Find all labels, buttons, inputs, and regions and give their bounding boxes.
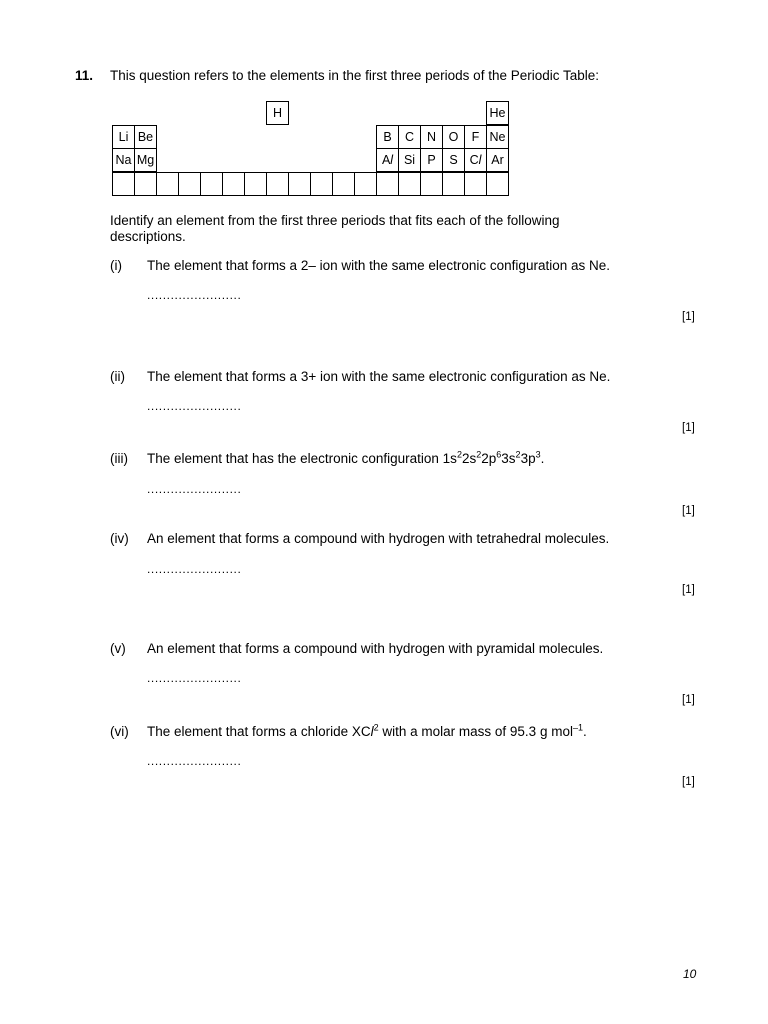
cell-empty: [486, 172, 509, 196]
cell-He: He: [486, 101, 509, 125]
part-text-segment: The element that has the electronic configuration 1s: [147, 451, 457, 466]
superscript: 3: [535, 449, 541, 460]
cell-Be: Be: [134, 125, 157, 149]
part-label: (ii): [110, 369, 125, 384]
part-text: The element that forms a 2– ion with the same electronic configuration as Ne.: [147, 258, 610, 273]
cell-empty: [376, 172, 399, 196]
cell-P: P: [420, 148, 443, 172]
cell-empty: [244, 172, 267, 196]
part-label: (iv): [110, 531, 129, 546]
part-text-segment: 3s: [501, 451, 516, 466]
answer-line[interactable]: ........................: [147, 482, 242, 496]
part-text: [147, 724, 587, 739]
part-text: [147, 451, 544, 466]
part-text: An element that forms a compound with hydrogen with pyramidal molecules.: [147, 641, 604, 656]
superscript: 2: [515, 449, 521, 460]
answer-line[interactable]: ........................: [147, 288, 242, 302]
part-text-segment: .: [582, 724, 587, 739]
cell-empty: [288, 172, 311, 196]
cell-empty: [134, 172, 157, 196]
answer-line[interactable]: ........................: [147, 754, 242, 768]
superscript: 6: [496, 449, 502, 460]
part-text-segment: The element that forms a chloride XC: [147, 724, 371, 739]
cell-Al: [376, 148, 399, 172]
answer-line[interactable]: ........................: [147, 399, 242, 413]
part-label: (i): [110, 258, 122, 273]
superscript: 2: [373, 722, 379, 733]
part-label: (vi): [110, 724, 129, 739]
cell-empty: [398, 172, 421, 196]
cell-Li: Li: [112, 125, 135, 149]
superscript: 2: [476, 449, 482, 460]
cell-empty: [354, 172, 377, 196]
mark-allocation: [1]: [682, 311, 695, 323]
cell-empty: [222, 172, 245, 196]
cell-empty: [332, 172, 355, 196]
cell-Si: Si: [398, 148, 421, 172]
part-text: An element that forms a compound with hydrogen with tetrahedral molecules.: [147, 531, 610, 546]
cell-Cl-letter: C: [469, 153, 479, 167]
cell-F: F: [464, 125, 487, 149]
mark-allocation: [1]: [682, 776, 695, 788]
cell-Ne: Ne: [486, 125, 509, 149]
cell-empty: [310, 172, 333, 196]
part-text-segment: 2p: [481, 451, 497, 466]
cell-Mg: Mg: [134, 148, 157, 172]
part-text-segment: with a molar mass of 95.3 g mol: [378, 724, 573, 739]
cell-empty: [112, 172, 135, 196]
cell-Cl-italic-l: l: [478, 153, 482, 167]
cell-empty: [266, 172, 289, 196]
mark-allocation: [1]: [682, 422, 695, 434]
cell-empty: [200, 172, 223, 196]
cell-N: N: [420, 125, 443, 149]
cell-empty: [464, 172, 487, 196]
part-text-segment: 2s: [461, 451, 477, 466]
cell-Al-letter: A: [381, 153, 391, 167]
cell-Cl: [464, 148, 487, 172]
cell-Ar: Ar: [486, 148, 509, 172]
answer-line[interactable]: ........................: [147, 562, 242, 576]
mark-allocation: [1]: [682, 694, 695, 706]
cell-empty: [420, 172, 443, 196]
cell-B: B: [376, 125, 399, 149]
instructions-line-1: Identify an element from the first three periods that fits each of the following: [110, 213, 560, 228]
cell-S: S: [442, 148, 465, 172]
part-text-segment: .: [540, 451, 545, 466]
superscript: 2: [456, 449, 462, 460]
instructions-line-2: descriptions.: [110, 229, 186, 244]
part-label: (iii): [110, 451, 128, 466]
page-number: 10: [683, 967, 697, 981]
cell-Na: Na: [112, 148, 135, 172]
mark-allocation: [1]: [682, 584, 695, 596]
cell-O: O: [442, 125, 465, 149]
cell-H: H: [266, 101, 289, 125]
superscript: –1: [572, 722, 583, 733]
part-text: The element that forms a 3+ ion with the same electronic configuration as Ne.: [147, 369, 611, 384]
cell-empty: [178, 172, 201, 196]
cell-empty: [442, 172, 465, 196]
italic-l: l: [370, 724, 374, 739]
answer-line[interactable]: ........................: [147, 671, 242, 685]
cell-Al-italic-l: l: [390, 153, 394, 167]
cell-empty: [156, 172, 179, 196]
question-intro: This question refers to the elements in the first three periods of the Periodic Table:: [110, 68, 600, 83]
cell-C: C: [398, 125, 421, 149]
part-label: (v): [110, 641, 126, 656]
question-number: 11.: [75, 68, 94, 83]
part-text-segment: 3p: [520, 451, 536, 466]
mark-allocation: [1]: [682, 505, 695, 517]
